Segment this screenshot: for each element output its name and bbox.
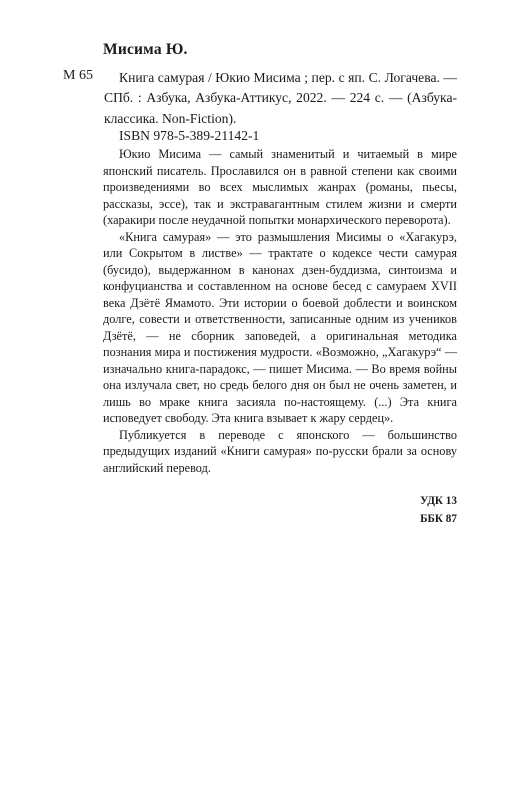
annotation-paragraph: Юкио Мисима — самый знаменитый и читаемый в мире японский писатель. Прославился он в равной степени как своими произведениями во всех мыслимых жанрах (романы, пьесы, рассказы, эссе), так и экстравагантным стилем жизни и смерти (харакири после неудачной попытки монархического переворота). — [103, 147, 457, 227]
isbn: ISBN 978-5-389-21142-1 — [119, 128, 260, 143]
annotation — [103, 146, 457, 476]
author-mark: М 65 — [63, 68, 93, 83]
bibliographic-description: Книга самурая / Юкио Мисима ; пер. с яп. С. Логачева. — СПб. : Азбука, Азбука-Аттикус, 2022. — 224 с. — (Азбука-классика. Non-Fiction). — [104, 70, 457, 126]
annotation-paragraph: Публикуется в переводе с японского — большинство предыдущих изданий «Книги самурая» по-русски брали за основу английский перевод. — [103, 427, 457, 475]
author-heading: Мисима Ю. — [103, 41, 188, 58]
classification-codes — [420, 492, 457, 528]
bbk-code: ББК 87 — [420, 513, 457, 525]
annotation-paragraph: «Книга самурая» — это размышления Мисимы о «Хагакурэ, или Сокрытом в листве» — трактате о кодексе чести самурая (бусидо), выдержанном в канонах дзен-буддизма, синтоизма и конфуцианства и составленном на основе бесед с самураем XVII века Дзётё Ямамото. Эти истории о боевой доблести и воинском долге, совести и ответственности, записанные одним из учеников Дзётё, — не сборник заповедей, а оригинальная методика познания мира и постижения мудрости. «Возможно, „Хагакурэ“ — изначально книга-парадокс, — пишет Мисима. — Во время войны она излучала свет, но средь белого дня он был не очень заметен, и лишь во мраке книга засияла по-настоящему. (...) Эта книга исповедует свободу. Эта книга взывает к жару сердец». — [103, 229, 457, 425]
udk-code: УДК 13 — [420, 495, 457, 507]
